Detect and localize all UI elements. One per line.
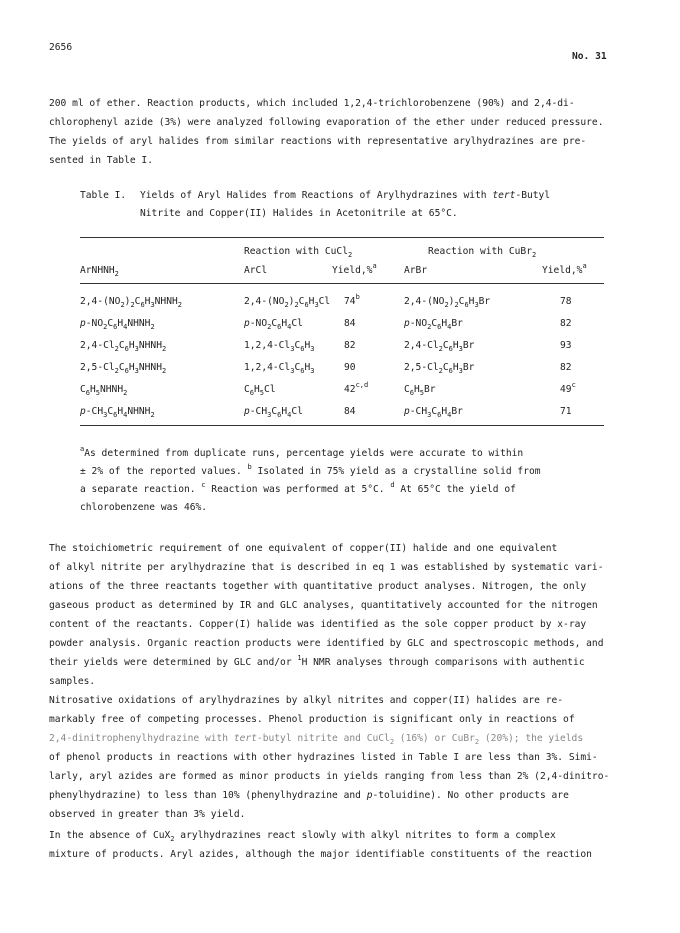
table-cell-arcl: $1,2,4-Cl_3C_6H_3$ — [244, 340, 315, 353]
text-line: The yields of aryl halides from similar reactions with representative arylhydrazines are pre- — [49, 136, 587, 147]
column-group-cucl2: Reaction with CuCl$_2$ — [244, 246, 353, 259]
table-cell-arcl: $2,4-(NO_2)_2C_6H_3Cl$ — [244, 296, 331, 309]
text-line: content of the reactants. Copper(I) halide was identified as the sole copper product by x-ray — [49, 619, 587, 630]
table-cell-arcl: $1,2,4-Cl_3C_6H_3$ — [244, 362, 315, 375]
table-cell-hydrazine: $p-CH_3C_6H_4NHNH_2$ — [80, 406, 155, 419]
text-line: markably free of competing processes. Phenol production is significant only in reactions of — [49, 714, 575, 725]
text-line: samples. — [49, 676, 96, 687]
text-line: of alkyl nitrite per arylhydrazine that is described in eq 1 was established by systematic vari- — [49, 562, 604, 573]
table-caption-line: Nitrite and Copper(II) Halides in Acetonitrile at 65°C. — [140, 208, 458, 219]
text-line: 2,4-dinitrophenylhydrazine with tert-butyl nitrite and CuCl$_2$ (16%) or CuBr$_2$ (20%); the yields — [49, 733, 584, 746]
table-cell-arbr: $p-NO_2C_6H_4Br$ — [404, 318, 463, 331]
table-footnote-line: ± 2% of the reported values. $^b$ Isolated in 75% yield as a crystalline solid from — [80, 463, 541, 477]
table-cell-yield-cl: 74$^b$ — [344, 293, 360, 307]
table-cell-yield-br: 82 — [560, 362, 572, 373]
table-cell-yield-br: 71 — [560, 406, 572, 417]
page-number: 2656 — [49, 42, 73, 53]
table-cell-yield-br: 93 — [560, 340, 572, 351]
table-cell-arbr: $p-CH_3C_6H_4Br$ — [404, 406, 463, 419]
table-cell-yield-br: 78 — [560, 296, 572, 307]
text-line: In the absence of CuX$_2$ arylhydrazines react slowly with alkyl nitrites to form a complex — [49, 830, 556, 843]
table-cell-arbr: $2,4-(NO_2)_2C_6H_3Br$ — [404, 296, 491, 309]
table-footnote-line: $^a$As determined from duplicate runs, percentage yields were accurate to within — [80, 445, 524, 459]
text-line: chlorophenyl azide (3%) were analyzed following evaporation of the ether under reduced pressure. — [49, 117, 604, 128]
column-group-cubr2: Reaction with CuBr$_2$ — [428, 246, 537, 259]
table-cell-yield-cl: 84 — [344, 318, 356, 329]
table-cell-arcl: $p-CH_3C_6H_4Cl$ — [244, 406, 303, 419]
table-caption-line: Yields of Aryl Halides from Reactions of Arylhydrazines with tert-Butyl — [140, 190, 551, 201]
table-cell-arcl: $C_6H_5Cl$ — [244, 384, 276, 397]
table-header-rule — [80, 283, 604, 284]
text-line: phenylhydrazine) to less than 10% (phenylhydrazine and p-toluidine). No other products are — [49, 790, 569, 801]
text-line: sented in Table I. — [49, 155, 153, 166]
text-line: 200 ml of ether. Reaction products, which included 1,2,4-trichlorobenzene (90%) and 2,4-di- — [49, 98, 575, 109]
text-line: observed in greater than 3% yield. — [49, 809, 246, 820]
col-header-yield-br: Yield,%$^a$ — [542, 262, 587, 276]
table-cell-yield-br: 82 — [560, 318, 572, 329]
table-bottom-rule — [80, 425, 604, 426]
table-cell-yield-cl: 82 — [344, 340, 356, 351]
table-cell-hydrazine: $2,4-Cl_2C_6H_3NHNH_2$ — [80, 340, 167, 353]
table-cell-arbr: $2,5-Cl_2C_6H_3Br$ — [404, 362, 475, 375]
col-header-arcl: ArCl — [244, 265, 268, 276]
text-line: their yields were determined by GLC and/or $^1$H NMR analyses through comparisons with authentic — [49, 654, 585, 668]
table-cell-yield-br: 49$^c$ — [560, 381, 576, 395]
table-cell-yield-cl: 90 — [344, 362, 356, 373]
col-header-hydrazine: ArNHNH$_2$ — [80, 265, 119, 278]
table-top-rule — [80, 237, 604, 238]
text-line: powder analysis. Organic reaction products were identified by GLC and spectroscopic methods, and — [49, 638, 604, 649]
table-cell-hydrazine: $2,4-(NO_2)_2C_6H_3NHNH_2$ — [80, 296, 182, 309]
table-cell-yield-cl: 42$^{c,d}$ — [344, 381, 369, 395]
col-header-yield-cl: Yield,%$^a$ — [332, 262, 377, 276]
issue-number: No. 31 — [572, 51, 607, 62]
text-line: Nitrosative oxidations of arylhydrazines by alkyl nitrites and copper(II) halides are re- — [49, 695, 564, 706]
table-footnote-line: a separate reaction. $^c$ Reaction was performed at 5°C. $^d$ At 65°C the yield of — [80, 481, 516, 495]
table-cell-arbr: $2,4-Cl_2C_6H_3Br$ — [404, 340, 475, 353]
table-cell-arbr: $C_6H_5Br$ — [404, 384, 436, 397]
col-header-arbr: ArBr — [404, 265, 428, 276]
table-cell-arcl: $p-NO_2C_6H_4Cl$ — [244, 318, 303, 331]
table-cell-yield-cl: 84 — [344, 406, 356, 417]
table-cell-hydrazine: $C_6H_5NHNH_2$ — [80, 384, 128, 397]
text-line: mixture of products. Aryl azides, although the major identifiable constituents of the reaction — [49, 849, 592, 860]
text-line: gaseous product as determined by IR and GLC analyses, quantitatively accounted for the nitrogen — [49, 600, 598, 611]
table-footnote-line: chlorobenzene was 46%. — [80, 502, 208, 513]
text-line: larly, aryl azides are formed as minor products in yields ranging from less than 2% (2,4-dinitro- — [49, 771, 610, 782]
table-caption-label: Table I. — [80, 190, 127, 201]
table-cell-hydrazine: $p-NO_2C_6H_4NHNH_2$ — [80, 318, 155, 331]
text-line: ations of the three reactants together with quantitative product analyses. Nitrogen, the only — [49, 581, 587, 592]
text-line: of phenol products in reactions with other hydrazines listed in Table I are less than 3%. Simi- — [49, 752, 598, 763]
text-line: The stoichiometric requirement of one equivalent of copper(II) halide and one equivalent — [49, 543, 558, 554]
table-cell-hydrazine: $2,5-Cl_2C_6H_3NHNH_2$ — [80, 362, 167, 375]
